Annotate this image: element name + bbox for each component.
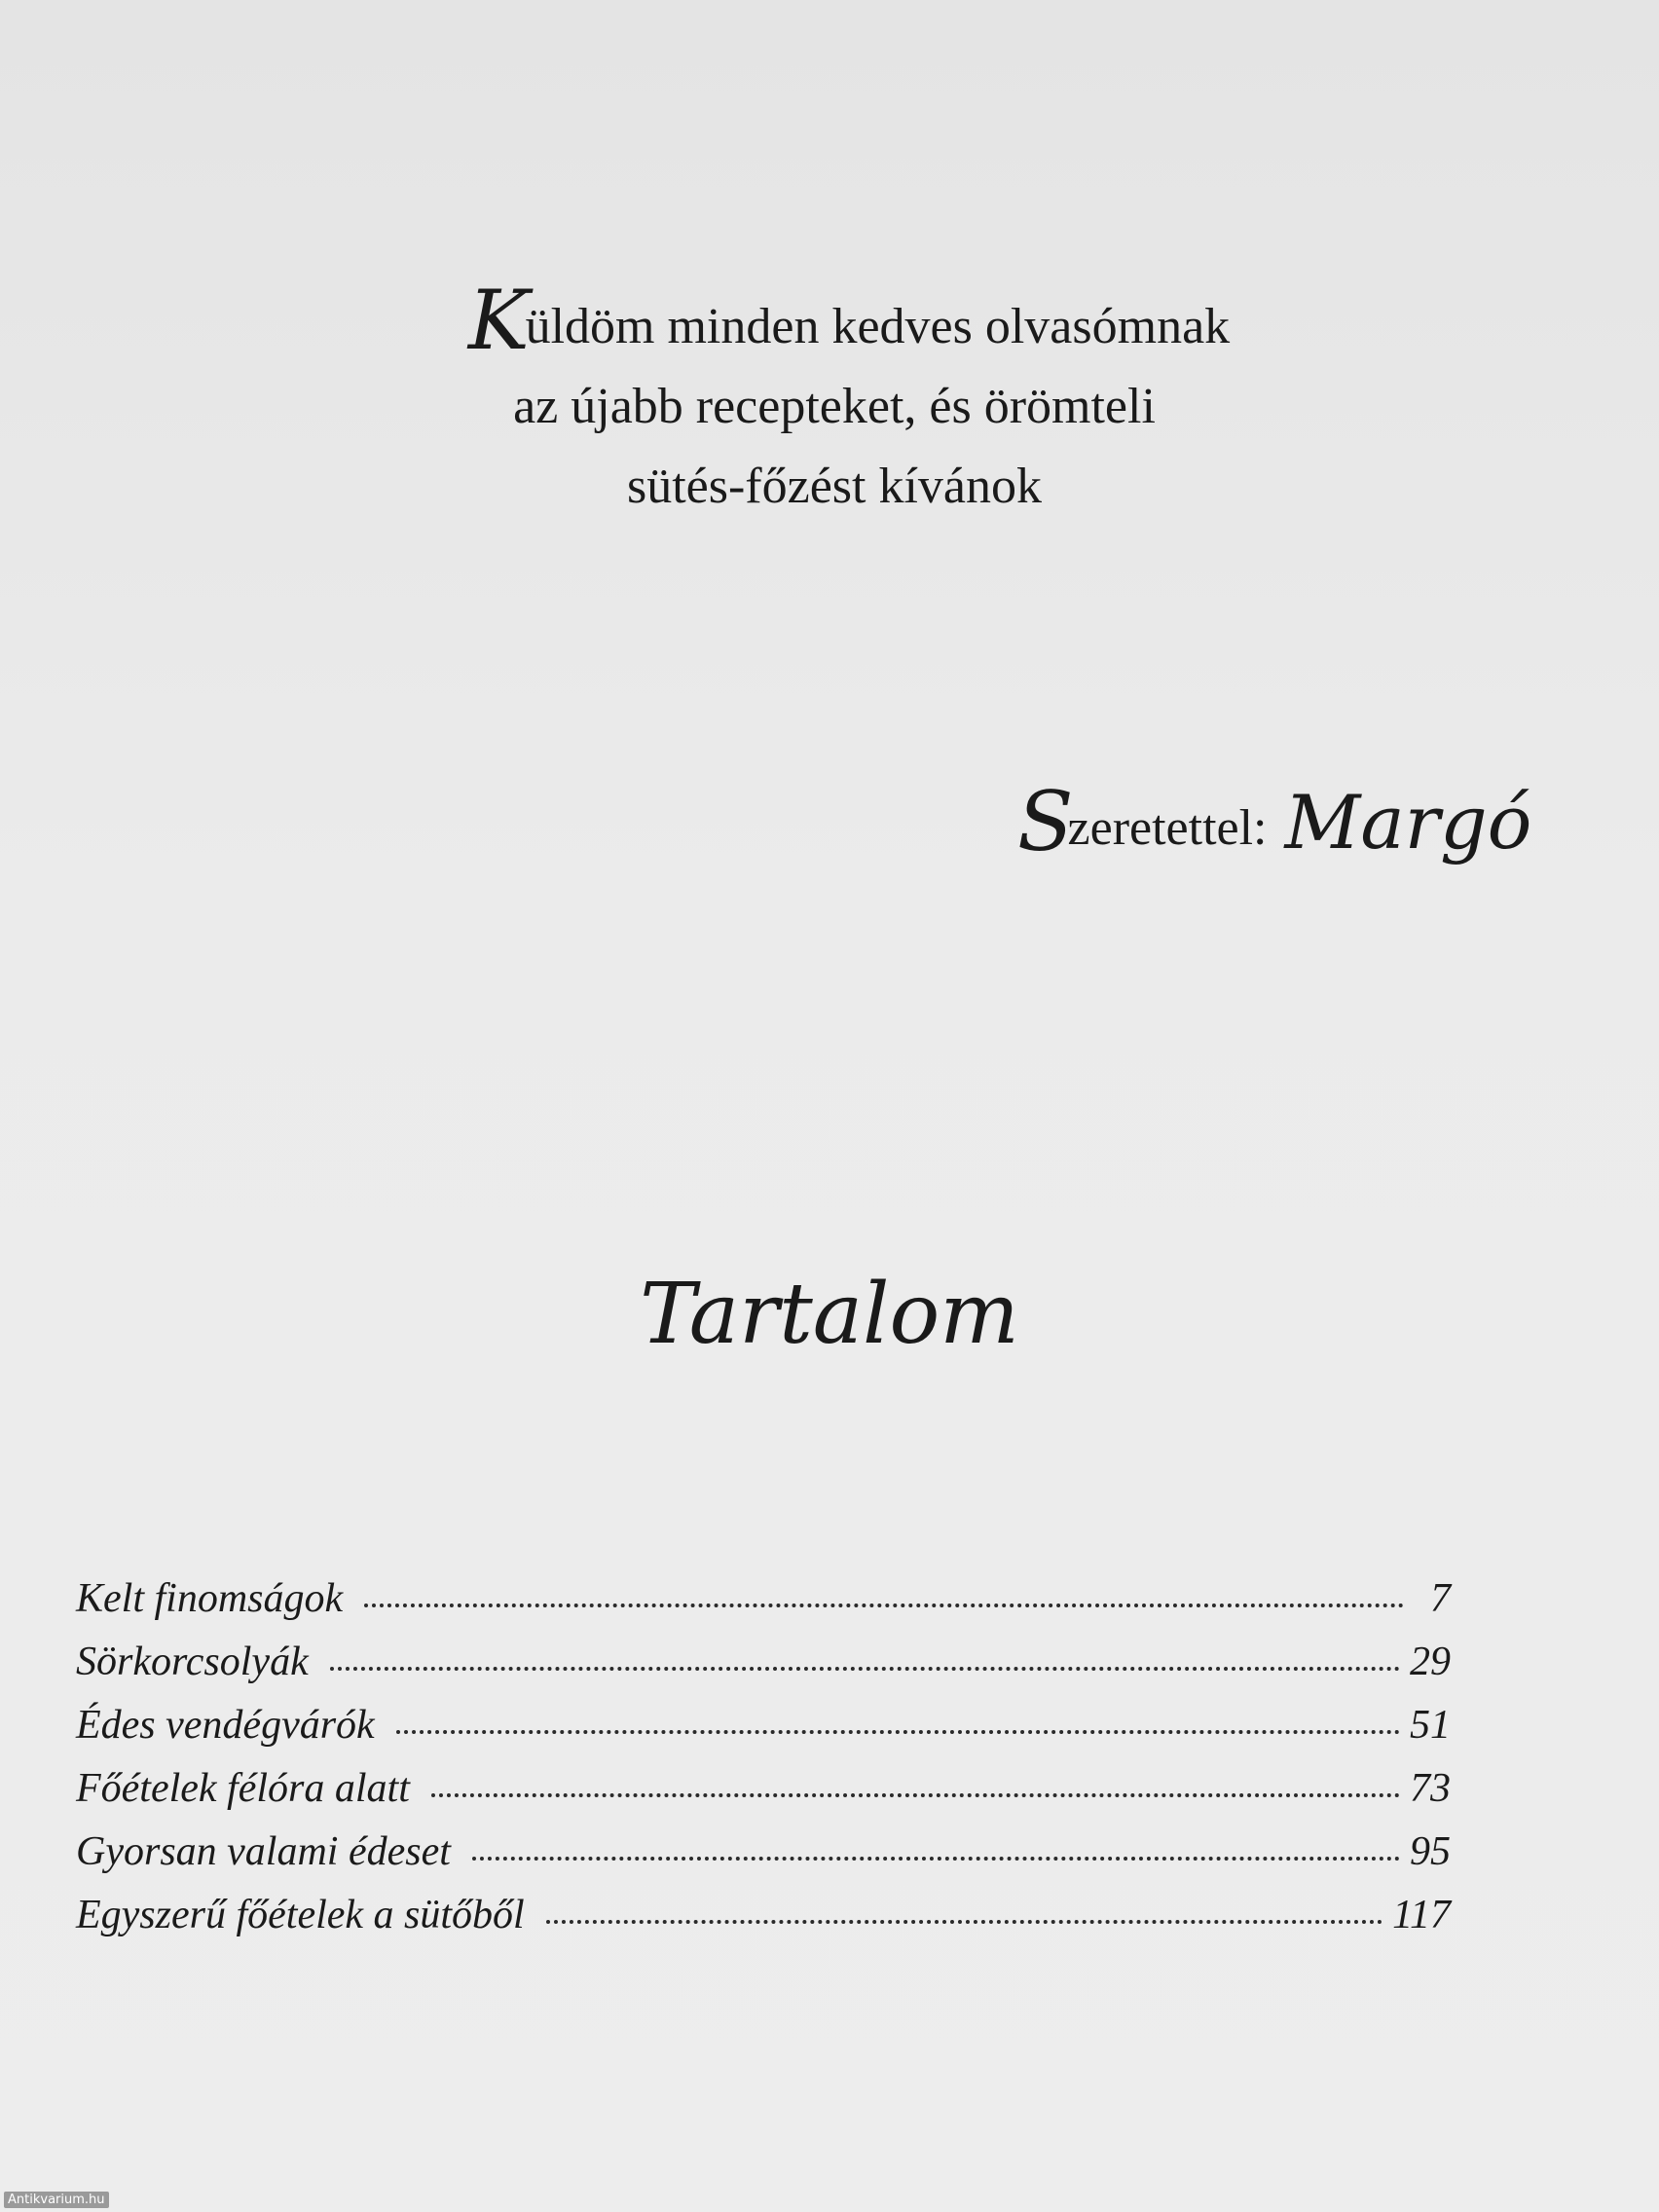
toc-entry	[76, 1639, 1451, 1702]
toc-entry-page: 117	[1392, 1893, 1451, 1937]
toc-leader-dots	[396, 1730, 1400, 1734]
toc-leader-dots	[431, 1793, 1400, 1797]
watermark: Antikvarium.hu	[4, 2192, 109, 2208]
toc-entry-page: 95	[1410, 1829, 1451, 1874]
toc-entry	[76, 1702, 1451, 1765]
toc-entry-label: Gyorsan valami édeset	[76, 1829, 451, 1874]
table-of-contents	[76, 1575, 1451, 1955]
toc-entry-label: Édes vendégvárók	[76, 1703, 375, 1748]
signature-name: Margó	[1284, 779, 1532, 866]
toc-entry	[76, 1828, 1451, 1892]
dedication-line-1	[19, 273, 1659, 368]
toc-entry-label: Sörkorcsolyák	[76, 1640, 309, 1684]
toc-entry	[76, 1765, 1451, 1828]
toc-entry-page: 7	[1430, 1576, 1451, 1621]
signature-text: zeretettel:	[1067, 800, 1268, 856]
dedication-line-2: az újabb recepteket, és örömteli	[513, 379, 1156, 434]
toc-entry-page: 73	[1410, 1766, 1451, 1811]
toc-entry-page: 29	[1410, 1640, 1451, 1684]
toc-leader-dots	[472, 1857, 1400, 1861]
toc-title: Tartalom	[640, 1266, 1019, 1363]
dedication-line-3: sütés-főzést kívánok	[626, 459, 1042, 514]
dedication	[0, 273, 1659, 527]
toc-entry	[76, 1575, 1451, 1639]
toc-entry-label: Kelt finomságok	[76, 1576, 344, 1621]
toc-entry-label: Főételek félóra alatt	[76, 1766, 410, 1811]
toc-entry	[76, 1892, 1451, 1955]
toc-leader-dots	[364, 1604, 1404, 1607]
dedication-initial: K	[467, 273, 530, 368]
toc-entry-page: 51	[1410, 1703, 1451, 1748]
toc-leader-dots	[330, 1667, 1400, 1671]
signature	[1017, 774, 1531, 869]
dedication-line-1-text: üldöm minden kedves olvasómnak	[525, 299, 1231, 354]
toc-leader-dots	[546, 1920, 1382, 1924]
toc-entry-label: Egyszerű főételek a sütőből	[76, 1893, 525, 1937]
signature-initial: S	[1017, 774, 1074, 869]
